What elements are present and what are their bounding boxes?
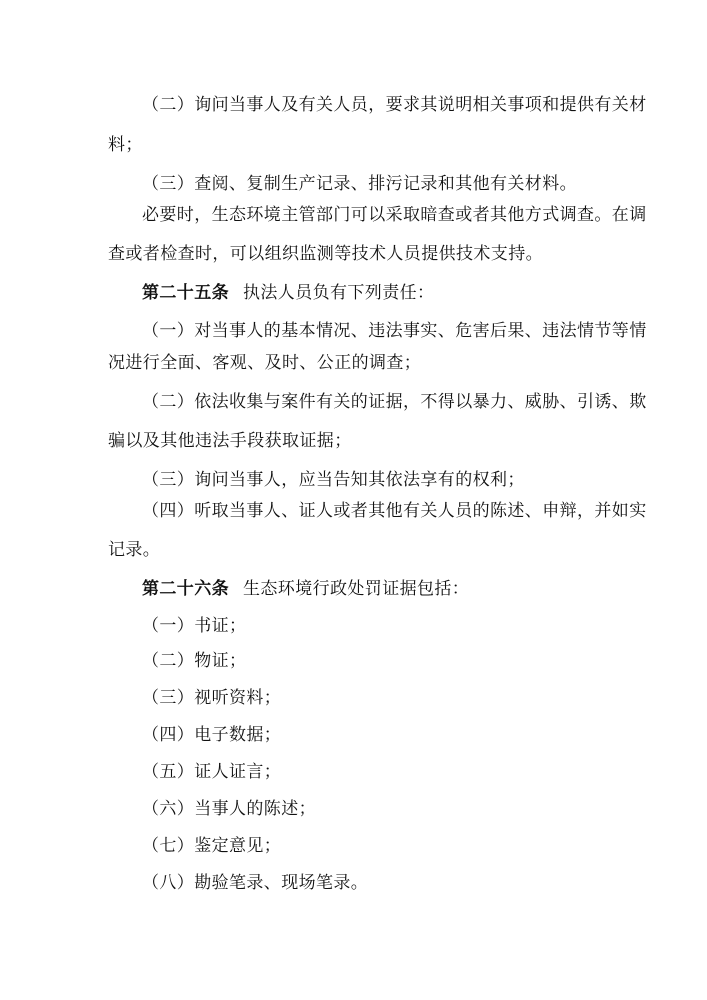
evidence-item-1: （一）书证； [142, 616, 247, 636]
article-25-item-2-line-2: 骗以及其他违法手段获取证据； [108, 431, 352, 451]
evidence-item-6: （六）当事人的陈述； [142, 799, 316, 819]
evidence-item-7: （七）鉴定意见； [142, 836, 282, 856]
article-25-paragraph [142, 282, 434, 304]
article-25-item-4-line-2: 记录。 [108, 540, 161, 560]
item-3-review-records: （三）查阅、复制生产记录、排污记录和其他有关材料。 [142, 174, 577, 194]
article-25-item-1-line-1: （一）对当事人的基本情况、违法事实、危害后果、违法情节等情 [142, 321, 647, 341]
article-25-text: 执法人员负有下列责任： [243, 283, 435, 303]
article-25-item-4-line-1: （四）听取当事人、证人或者其他有关人员的陈述、申辩，并如实 [142, 501, 647, 521]
evidence-item-8: （八）勘验笔录、现场笔录。 [142, 873, 369, 893]
article-25-item-3: （三）询问当事人，应当告知其依法享有的权利； [142, 470, 525, 490]
article-25-heading: 第二十五条 [142, 283, 229, 303]
evidence-item-3: （三）视听资料； [142, 688, 282, 708]
item-2-question-line-1: （二）询问当事人及有关人员，要求其说明相关事项和提供有关材 [142, 95, 647, 115]
item-2-question-line-2: 料； [108, 135, 143, 155]
article-25-item-1-line-2: 况进行全面、客观、及时、公正的调查； [108, 353, 422, 373]
paragraph-necessity-line-1: 必要时，生态环境主管部门可以采取暗查或者其他方式调查。在调 [142, 205, 647, 225]
evidence-item-5: （五）证人证言； [142, 762, 282, 782]
article-26-paragraph [142, 578, 469, 600]
evidence-item-4: （四）电子数据； [142, 725, 282, 745]
article-26-heading: 第二十六条 [142, 579, 229, 599]
paragraph-necessity-line-2: 查或者检查时，可以组织监测等技术人员提供技术支持。 [108, 244, 543, 264]
evidence-item-2: （二）物证； [142, 651, 247, 671]
article-25-item-2-line-1: （二）依法收集与案件有关的证据，不得以暴力、威胁、引诱、欺 [142, 392, 647, 412]
article-26-text: 生态环境行政处罚证据包括： [243, 579, 470, 599]
